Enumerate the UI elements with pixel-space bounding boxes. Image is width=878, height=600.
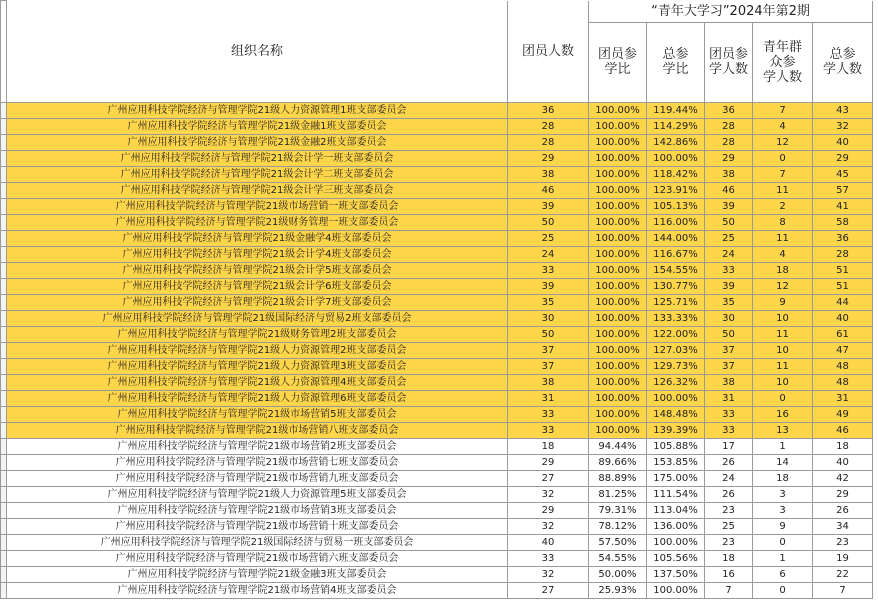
total-participants-cell[interactable]: 46 — [813, 423, 873, 439]
total-participants-cell[interactable]: 26 — [813, 503, 873, 519]
member-participants-cell[interactable]: 37 — [705, 359, 753, 375]
youth-participants-cell[interactable]: 18 — [753, 263, 813, 279]
table-row — [1, 583, 873, 599]
table-row — [1, 455, 873, 471]
org-cell[interactable]: 广州应用科技学院经济与管理学院21级市场营销5班支部委员会 — [7, 407, 508, 423]
total-participants-cell[interactable]: 34 — [813, 519, 873, 535]
member-participants-cell[interactable]: 28 — [705, 119, 753, 135]
total-participants-cell[interactable]: 51 — [813, 263, 873, 279]
member-participants-cell[interactable]: 30 — [705, 311, 753, 327]
total-ratio-cell[interactable]: 111.54% — [647, 487, 705, 503]
member-ratio-cell[interactable]: 100.00% — [589, 183, 647, 199]
total-ratio-cell[interactable]: 127.03% — [647, 343, 705, 359]
table-row — [1, 471, 873, 487]
member-ratio-cell[interactable]: 50.00% — [589, 567, 647, 583]
member-ratio-cell[interactable]: 100.00% — [589, 343, 647, 359]
table-row — [1, 391, 873, 407]
member-ratio-cell[interactable]: 100.00% — [589, 151, 647, 167]
total-ratio-cell[interactable]: 139.39% — [647, 423, 705, 439]
member-count-cell[interactable]: 33 — [508, 407, 589, 423]
table-row — [1, 183, 873, 199]
member-ratio-cell[interactable]: 100.00% — [589, 167, 647, 183]
total-participants-cell[interactable]: 19 — [813, 551, 873, 567]
table-row — [1, 327, 873, 343]
member-count-cell[interactable]: 27 — [508, 471, 589, 487]
total-ratio-cell[interactable]: 105.56% — [647, 551, 705, 567]
member-participants-cell[interactable]: 46 — [705, 183, 753, 199]
total-participants-cell[interactable]: 48 — [813, 375, 873, 391]
org-cell[interactable]: 广州应用科技学院经济与管理学院21级会计学4班支部委员会 — [7, 247, 508, 263]
org-cell[interactable]: 广州应用科技学院经济与管理学院21级金融1班支部委员会 — [7, 119, 508, 135]
org-cell[interactable]: 广州应用科技学院经济与管理学院21级金融2班支部委员会 — [7, 135, 508, 151]
table-row — [1, 295, 873, 311]
member-ratio-cell[interactable]: 100.00% — [589, 119, 647, 135]
member-participants-cell[interactable]: 7 — [705, 583, 753, 599]
org-cell[interactable]: 广州应用科技学院经济与管理学院21级人力资源管理6班支部委员会 — [7, 391, 508, 407]
member-count-cell[interactable]: 37 — [508, 359, 589, 375]
total-participants-cell[interactable]: 45 — [813, 167, 873, 183]
member-participants-cell[interactable]: 33 — [705, 407, 753, 423]
total-ratio-cell[interactable]: 144.00% — [647, 231, 705, 247]
youth-participants-cell[interactable]: 11 — [753, 183, 813, 199]
org-cell[interactable]: 广州应用科技学院经济与管理学院21级金融3班支部委员会 — [7, 567, 508, 583]
member-ratio-cell[interactable]: 100.00% — [589, 311, 647, 327]
total-ratio-cell[interactable]: 133.33% — [647, 311, 705, 327]
table-row — [1, 247, 873, 263]
header-youth-participants[interactable]: 青年群 众参 学人数 — [753, 22, 813, 102]
org-cell[interactable]: 广州应用科技学院经济与管理学院21级会计学7班支部委员会 — [7, 295, 508, 311]
total-participants-cell[interactable]: 31 — [813, 391, 873, 407]
member-count-cell[interactable]: 40 — [508, 535, 589, 551]
member-count-cell[interactable]: 33 — [508, 263, 589, 279]
header-org-name[interactable]: 组织名称 — [7, 1, 508, 103]
member-ratio-cell[interactable]: 57.50% — [589, 535, 647, 551]
member-participants-cell[interactable]: 33 — [705, 423, 753, 439]
youth-participants-cell[interactable]: 10 — [753, 343, 813, 359]
youth-participants-cell[interactable]: 14 — [753, 455, 813, 471]
member-ratio-cell[interactable]: 25.93% — [589, 583, 647, 599]
member-count-cell[interactable]: 50 — [508, 215, 589, 231]
youth-participants-cell[interactable]: 8 — [753, 215, 813, 231]
member-ratio-cell[interactable]: 54.55% — [589, 551, 647, 567]
youth-participants-cell[interactable]: 0 — [753, 391, 813, 407]
total-ratio-cell[interactable]: 116.67% — [647, 247, 705, 263]
org-cell[interactable]: 广州应用科技学院经济与管理学院21级市场营销4班支部委员会 — [7, 583, 508, 599]
youth-participants-cell[interactable]: 2 — [753, 199, 813, 215]
table-row — [1, 535, 873, 551]
member-participants-cell[interactable]: 18 — [705, 551, 753, 567]
youth-participants-cell[interactable]: 7 — [753, 103, 813, 119]
table-row — [1, 103, 873, 119]
youth-participants-cell[interactable]: 4 — [753, 247, 813, 263]
org-cell[interactable]: 广州应用科技学院经济与管理学院21级市场营销3班支部委员会 — [7, 503, 508, 519]
total-ratio-cell[interactable]: 100.00% — [647, 151, 705, 167]
member-participants-cell[interactable]: 26 — [705, 487, 753, 503]
total-ratio-cell[interactable]: 100.00% — [647, 583, 705, 599]
table-row — [1, 135, 873, 151]
header-member-count[interactable]: 团员人数 — [508, 1, 589, 103]
table-row — [1, 231, 873, 247]
table-row — [1, 567, 873, 583]
member-count-cell[interactable]: 28 — [508, 119, 589, 135]
member-count-cell[interactable]: 50 — [508, 327, 589, 343]
youth-participants-cell[interactable]: 0 — [753, 151, 813, 167]
member-ratio-cell[interactable]: 89.66% — [589, 455, 647, 471]
total-participants-cell[interactable]: 44 — [813, 295, 873, 311]
member-count-cell[interactable]: 29 — [508, 455, 589, 471]
header-total-ratio[interactable]: 总参 学比 — [647, 22, 705, 102]
total-ratio-cell[interactable]: 118.42% — [647, 167, 705, 183]
total-participants-cell[interactable]: 36 — [813, 231, 873, 247]
member-ratio-cell[interactable]: 100.00% — [589, 247, 647, 263]
member-ratio-cell[interactable]: 100.00% — [589, 103, 647, 119]
member-participants-cell[interactable]: 35 — [705, 295, 753, 311]
total-ratio-cell[interactable]: 175.00% — [647, 471, 705, 487]
total-participants-cell[interactable]: 23 — [813, 535, 873, 551]
member-participants-cell[interactable]: 25 — [705, 231, 753, 247]
youth-participants-cell[interactable]: 1 — [753, 551, 813, 567]
member-count-cell[interactable]: 24 — [508, 247, 589, 263]
member-participants-cell[interactable]: 23 — [705, 503, 753, 519]
member-count-cell[interactable]: 37 — [508, 343, 589, 359]
member-participants-cell[interactable]: 38 — [705, 375, 753, 391]
member-participants-cell[interactable]: 37 — [705, 343, 753, 359]
total-participants-cell[interactable]: 48 — [813, 359, 873, 375]
youth-participants-cell[interactable]: 0 — [753, 583, 813, 599]
member-count-cell[interactable]: 38 — [508, 167, 589, 183]
table-row — [1, 503, 873, 519]
member-ratio-cell[interactable]: 88.89% — [589, 471, 647, 487]
header-member-participants[interactable]: 团员参 学人数 — [705, 22, 753, 102]
youth-participants-cell[interactable]: 11 — [753, 359, 813, 375]
total-ratio-cell[interactable]: 125.71% — [647, 295, 705, 311]
member-ratio-cell[interactable]: 100.00% — [589, 391, 647, 407]
member-ratio-cell[interactable]: 100.00% — [589, 359, 647, 375]
total-ratio-cell[interactable]: 129.73% — [647, 359, 705, 375]
youth-participants-cell[interactable]: 11 — [753, 327, 813, 343]
youth-participants-cell[interactable]: 16 — [753, 407, 813, 423]
total-participants-cell[interactable]: 28 — [813, 247, 873, 263]
member-count-cell[interactable]: 32 — [508, 519, 589, 535]
youth-participants-cell[interactable]: 4 — [753, 119, 813, 135]
table-row — [1, 311, 873, 327]
total-participants-cell[interactable]: 40 — [813, 455, 873, 471]
member-ratio-cell[interactable]: 100.00% — [589, 263, 647, 279]
total-participants-cell[interactable]: 49 — [813, 407, 873, 423]
youth-participants-cell[interactable]: 10 — [753, 375, 813, 391]
total-participants-cell[interactable]: 40 — [813, 135, 873, 151]
member-count-cell[interactable]: 29 — [508, 503, 589, 519]
youth-participants-cell[interactable]: 12 — [753, 279, 813, 295]
total-ratio-cell[interactable]: 142.86% — [647, 135, 705, 151]
member-participants-cell[interactable]: 39 — [705, 279, 753, 295]
total-participants-cell[interactable]: 22 — [813, 567, 873, 583]
member-count-cell[interactable]: 33 — [508, 423, 589, 439]
member-count-cell[interactable]: 27 — [508, 583, 589, 599]
total-participants-cell[interactable]: 7 — [813, 583, 873, 599]
total-ratio-cell[interactable]: 126.32% — [647, 375, 705, 391]
total-participants-cell[interactable]: 32 — [813, 119, 873, 135]
table-row — [1, 439, 873, 455]
member-ratio-cell[interactable]: 100.00% — [589, 327, 647, 343]
total-ratio-cell[interactable]: 123.91% — [647, 183, 705, 199]
org-cell[interactable]: 广州应用科技学院经济与管理学院21级市场营销一班支部委员会 — [7, 199, 508, 215]
member-count-cell[interactable]: 31 — [508, 391, 589, 407]
member-ratio-cell[interactable]: 100.00% — [589, 135, 647, 151]
total-participants-cell[interactable]: 57 — [813, 183, 873, 199]
youth-participants-cell[interactable]: 3 — [753, 503, 813, 519]
member-ratio-cell[interactable]: 100.00% — [589, 215, 647, 231]
member-participants-cell[interactable]: 16 — [705, 567, 753, 583]
table-header — [1, 1, 873, 103]
total-ratio-cell[interactable]: 105.13% — [647, 199, 705, 215]
org-cell[interactable]: 广州应用科技学院经济与管理学院21级财务管理一班支部委员会 — [7, 215, 508, 231]
total-ratio-cell[interactable]: 137.50% — [647, 567, 705, 583]
youth-participants-cell[interactable]: 9 — [753, 295, 813, 311]
total-participants-cell[interactable]: 61 — [813, 327, 873, 343]
table-row — [1, 423, 873, 439]
table-row — [1, 519, 873, 535]
member-participants-cell[interactable]: 50 — [705, 327, 753, 343]
total-ratio-cell[interactable]: 122.00% — [647, 327, 705, 343]
org-cell[interactable]: 广州应用科技学院经济与管理学院21级人力资源管理4班支部委员会 — [7, 375, 508, 391]
youth-participants-cell[interactable]: 9 — [753, 519, 813, 535]
total-participants-cell[interactable]: 58 — [813, 215, 873, 231]
youth-participants-cell[interactable]: 12 — [753, 135, 813, 151]
member-count-cell[interactable]: 30 — [508, 311, 589, 327]
member-participants-cell[interactable]: 39 — [705, 199, 753, 215]
org-cell[interactable]: 广州应用科技学院经济与管理学院21级会计学6班支部委员会 — [7, 279, 508, 295]
member-ratio-cell[interactable]: 100.00% — [589, 231, 647, 247]
member-count-cell[interactable]: 28 — [508, 135, 589, 151]
table-row — [1, 343, 873, 359]
table-row — [1, 487, 873, 503]
org-cell[interactable]: 广州应用科技学院经济与管理学院21级人力资源管理3班支部委员会 — [7, 359, 508, 375]
member-count-cell[interactable]: 35 — [508, 295, 589, 311]
member-count-cell[interactable]: 38 — [508, 375, 589, 391]
table-row — [1, 263, 873, 279]
org-cell[interactable]: 广州应用科技学院经济与管理学院21级财务管理2班支部委员会 — [7, 327, 508, 343]
table-row — [1, 151, 873, 167]
org-cell[interactable]: 广州应用科技学院经济与管理学院21级金融学4班支部委员会 — [7, 231, 508, 247]
table-row — [1, 279, 873, 295]
org-cell[interactable]: 广州应用科技学院经济与管理学院21级市场营销七班支部委员会 — [7, 455, 508, 471]
member-ratio-cell[interactable]: 78.12% — [589, 519, 647, 535]
total-ratio-cell[interactable]: 119.44% — [647, 103, 705, 119]
total-ratio-cell[interactable]: 130.77% — [647, 279, 705, 295]
member-participants-cell[interactable]: 24 — [705, 247, 753, 263]
total-participants-cell[interactable]: 47 — [813, 343, 873, 359]
youth-participants-cell[interactable]: 18 — [753, 471, 813, 487]
member-ratio-cell[interactable]: 81.25% — [589, 487, 647, 503]
total-ratio-cell[interactable]: 113.04% — [647, 503, 705, 519]
total-ratio-cell[interactable]: 154.55% — [647, 263, 705, 279]
member-count-cell[interactable]: 39 — [508, 199, 589, 215]
youth-participants-cell[interactable]: 10 — [753, 311, 813, 327]
member-participants-cell[interactable]: 50 — [705, 215, 753, 231]
header-member-ratio[interactable]: 团员参 学比 — [589, 22, 647, 102]
member-count-cell[interactable]: 18 — [508, 439, 589, 455]
org-cell[interactable]: 广州应用科技学院经济与管理学院21级国际经济与贸易2班支部委员会 — [7, 311, 508, 327]
total-participants-cell[interactable]: 41 — [813, 199, 873, 215]
total-ratio-cell[interactable]: 116.00% — [647, 215, 705, 231]
total-participants-cell[interactable]: 43 — [813, 103, 873, 119]
total-participants-cell[interactable]: 40 — [813, 311, 873, 327]
member-count-cell[interactable]: 39 — [508, 279, 589, 295]
org-cell[interactable]: 广州应用科技学院经济与管理学院21级会计学5班支部委员会 — [7, 263, 508, 279]
org-cell[interactable]: 广州应用科技学院经济与管理学院21级会计学一班支部委员会 — [7, 151, 508, 167]
total-ratio-cell[interactable]: 100.00% — [647, 535, 705, 551]
member-participants-cell[interactable]: 28 — [705, 135, 753, 151]
youth-participants-cell[interactable]: 0 — [753, 535, 813, 551]
member-count-cell[interactable]: 46 — [508, 183, 589, 199]
header-period[interactable]: “青年大学习”2024年第2期 — [589, 1, 873, 23]
org-cell[interactable]: 广州应用科技学院经济与管理学院21级会计学二班支部委员会 — [7, 167, 508, 183]
table-row — [1, 359, 873, 375]
table-row — [1, 167, 873, 183]
member-participants-cell[interactable]: 25 — [705, 519, 753, 535]
table-row — [1, 551, 873, 567]
member-ratio-cell[interactable]: 100.00% — [589, 295, 647, 311]
org-cell[interactable]: 广州应用科技学院经济与管理学院21级市场营销八班支部委员会 — [7, 423, 508, 439]
org-cell[interactable]: 广州应用科技学院经济与管理学院21级国际经济与贸易一班支部委员会 — [7, 535, 508, 551]
org-cell[interactable]: 广州应用科技学院经济与管理学院21级人力资源管理5班支部委员会 — [7, 487, 508, 503]
total-participants-cell[interactable]: 42 — [813, 471, 873, 487]
youth-participants-cell[interactable]: 3 — [753, 487, 813, 503]
member-participants-cell[interactable]: 33 — [705, 263, 753, 279]
total-ratio-cell[interactable]: 148.48% — [647, 407, 705, 423]
youth-participants-cell[interactable]: 13 — [753, 423, 813, 439]
member-ratio-cell[interactable]: 100.00% — [589, 423, 647, 439]
total-ratio-cell[interactable]: 136.00% — [647, 519, 705, 535]
member-ratio-cell[interactable]: 100.00% — [589, 279, 647, 295]
youth-participants-cell[interactable]: 6 — [753, 567, 813, 583]
member-ratio-cell[interactable]: 100.00% — [589, 407, 647, 423]
total-ratio-cell[interactable]: 100.00% — [647, 391, 705, 407]
member-participants-cell[interactable]: 17 — [705, 439, 753, 455]
member-participants-cell[interactable]: 23 — [705, 535, 753, 551]
total-participants-cell[interactable]: 29 — [813, 151, 873, 167]
youth-participants-cell[interactable]: 11 — [753, 231, 813, 247]
member-ratio-cell[interactable]: 100.00% — [589, 199, 647, 215]
member-count-cell[interactable]: 33 — [508, 551, 589, 567]
member-participants-cell[interactable]: 36 — [705, 103, 753, 119]
member-count-cell[interactable]: 29 — [508, 151, 589, 167]
total-ratio-cell[interactable]: 153.85% — [647, 455, 705, 471]
member-participants-cell[interactable]: 29 — [705, 151, 753, 167]
member-count-cell[interactable]: 25 — [508, 231, 589, 247]
table-row — [1, 199, 873, 215]
member-participants-cell[interactable]: 24 — [705, 471, 753, 487]
member-participants-cell[interactable]: 26 — [705, 455, 753, 471]
total-participants-cell[interactable]: 51 — [813, 279, 873, 295]
member-participants-cell[interactable]: 38 — [705, 167, 753, 183]
youth-participants-cell[interactable]: 7 — [753, 167, 813, 183]
member-ratio-cell[interactable]: 100.00% — [589, 375, 647, 391]
youth-participants-cell[interactable]: 1 — [753, 439, 813, 455]
total-participants-cell[interactable]: 18 — [813, 439, 873, 455]
total-participants-cell[interactable]: 29 — [813, 487, 873, 503]
member-count-cell[interactable]: 36 — [508, 103, 589, 119]
org-cell[interactable]: 广州应用科技学院经济与管理学院21级市场营销十班支部委员会 — [7, 519, 508, 535]
org-cell[interactable]: 广州应用科技学院经济与管理学院21级市场营销六班支部委员会 — [7, 551, 508, 567]
org-cell[interactable]: 广州应用科技学院经济与管理学院21级人力资源管理2班支部委员会 — [7, 343, 508, 359]
table-body — [1, 103, 873, 599]
table-row — [1, 119, 873, 135]
member-ratio-cell[interactable]: 94.44% — [589, 439, 647, 455]
total-ratio-cell[interactable]: 114.29% — [647, 119, 705, 135]
org-cell[interactable]: 广州应用科技学院经济与管理学院21级市场营销九班支部委员会 — [7, 471, 508, 487]
table-row — [1, 215, 873, 231]
table-row — [1, 375, 873, 391]
org-cell[interactable]: 广州应用科技学院经济与管理学院21级会计学三班支部委员会 — [7, 183, 508, 199]
header-total-participants[interactable]: 总参 学人数 — [813, 22, 873, 102]
member-ratio-cell[interactable]: 79.31% — [589, 503, 647, 519]
org-cell[interactable]: 广州应用科技学院经济与管理学院21级市场营销2班支部委员会 — [7, 439, 508, 455]
total-ratio-cell[interactable]: 105.88% — [647, 439, 705, 455]
org-cell[interactable]: 广州应用科技学院经济与管理学院21级人力资源管理1班支部委员会 — [7, 103, 508, 119]
table-row — [1, 407, 873, 423]
member-participants-cell[interactable]: 31 — [705, 391, 753, 407]
member-count-cell[interactable]: 32 — [508, 567, 589, 583]
member-count-cell[interactable]: 32 — [508, 487, 589, 503]
